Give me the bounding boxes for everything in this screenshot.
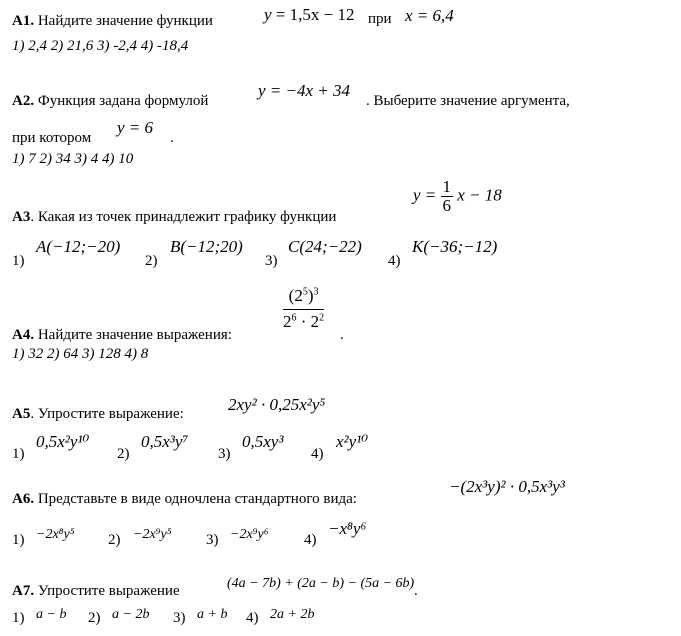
- a3-opt1: A(−12;−20): [36, 237, 121, 256]
- a6-opt2: −2x⁹y⁵: [133, 527, 172, 542]
- a2-formula2: y = 6: [117, 118, 154, 137]
- a7-opt1-num: 1): [12, 610, 25, 626]
- a5-opt2: 0,5x³y⁷: [141, 432, 189, 451]
- a5-expr: 2xy² · 0,25x²y⁵: [228, 395, 326, 414]
- a4-text: Найдите значение выражения:: [34, 327, 232, 343]
- a4-label: А4.: [12, 327, 35, 343]
- a4-denominator: $2^6 \cdot 2^2$: [283, 312, 325, 331]
- a3-opt2-num: 2): [145, 253, 158, 269]
- a1-text: Найдите значение функции: [34, 13, 213, 29]
- a2-answers: 1) 7 2) 34 3) 4 4) 10: [12, 151, 134, 167]
- a2-question: [12, 92, 208, 110]
- a3-opt3: C(24;−22): [288, 237, 362, 256]
- a3-question: [12, 208, 336, 226]
- a5-opt1-num: 1): [12, 446, 25, 462]
- a6-label: А6.: [12, 491, 35, 507]
- a2-line2: при котором: [12, 130, 92, 146]
- a7-opt3-num: 3): [173, 610, 186, 626]
- a3-opt3-num: 3): [265, 253, 278, 269]
- a1-condition: при: [368, 11, 392, 27]
- a3-label: А3: [12, 209, 31, 225]
- a6-opt4-num: 4): [304, 532, 317, 548]
- a1-answers: 1) 2,4 2) 21,6 3) -2,4 4) -18,4: [12, 38, 189, 54]
- a3-opt1-num: 1): [12, 253, 25, 269]
- a7-question: [12, 582, 180, 600]
- a1-formula: y = 1,5x − 12: [264, 5, 355, 24]
- a6-opt1-num: 1): [12, 532, 25, 548]
- a6-expr: −(2x³y)² · 0,5x³y³: [449, 477, 565, 496]
- a7-opt4-num: 4): [246, 610, 259, 626]
- a6-text: Представьте в виде одночлена стандартного вида:: [34, 491, 357, 507]
- a7-opt3: a + b: [197, 607, 228, 622]
- a6-opt4: −x⁸y⁶: [328, 519, 367, 538]
- a4-question: [12, 326, 232, 344]
- a2-formula: y = −4x + 34: [258, 81, 351, 100]
- a5-text: . Упростите выражение:: [30, 406, 184, 422]
- a7-opt1: a − b: [36, 607, 67, 622]
- a3-opt2: B(−12;20): [170, 237, 243, 256]
- a6-question: [12, 490, 357, 508]
- a2-text: Функция задана формулой: [34, 93, 209, 109]
- a3-fraction: $\frac{1}{6}$: [442, 177, 452, 215]
- a4-numerator: $(2^5)^3$: [283, 283, 324, 310]
- a1-x-value: x = 6,4: [405, 6, 454, 25]
- a7-opt2-num: 2): [88, 610, 101, 626]
- a3-formula: y = $\frac{1}{6}$ x − 18: [413, 177, 502, 215]
- a7-expr: (4a − 7b) + (2a − b) − (5a − 6b): [227, 576, 415, 591]
- a5-opt2-num: 2): [117, 446, 130, 462]
- a5-opt4-num: 4): [311, 446, 324, 462]
- a2-text-after: . Выберите значение аргумента,: [366, 93, 570, 109]
- a3-opt4-num: 4): [388, 253, 401, 269]
- a2-dot: .: [170, 130, 174, 146]
- a6-opt1: −2x⁸y⁵: [36, 527, 75, 542]
- a7-opt2: a − 2b: [112, 607, 150, 622]
- a1-label: А1.: [12, 13, 35, 29]
- a5-opt3: 0,5xy³: [242, 432, 284, 451]
- a4-dot: .: [340, 327, 344, 343]
- a6-opt3: −2x⁹y⁶: [230, 527, 269, 542]
- a1-question: [12, 12, 213, 30]
- a7-dot: .: [414, 583, 418, 599]
- a6-opt3-num: 3): [206, 532, 219, 548]
- a5-opt3-num: 3): [218, 446, 231, 462]
- a6-opt2-num: 2): [108, 532, 121, 548]
- a5-label: А5: [12, 406, 31, 422]
- a3-text: . Какая из точек принадлежит графику функции: [30, 209, 337, 225]
- a7-opt4: 2a + 2b: [270, 607, 315, 622]
- a7-text: Упростите выражение: [34, 583, 180, 599]
- a3-opt4: K(−36;−12): [412, 237, 498, 256]
- a5-opt4: x²y¹⁰: [336, 432, 369, 451]
- a5-opt1: 0,5x²y¹⁰: [36, 432, 90, 451]
- a4-fraction: [283, 283, 324, 334]
- a2-label: А2.: [12, 93, 35, 109]
- a7-label: А7.: [12, 583, 35, 599]
- a5-question: [12, 405, 184, 423]
- a4-answers: 1) 32 2) 64 3) 128 4) 8: [12, 346, 149, 362]
